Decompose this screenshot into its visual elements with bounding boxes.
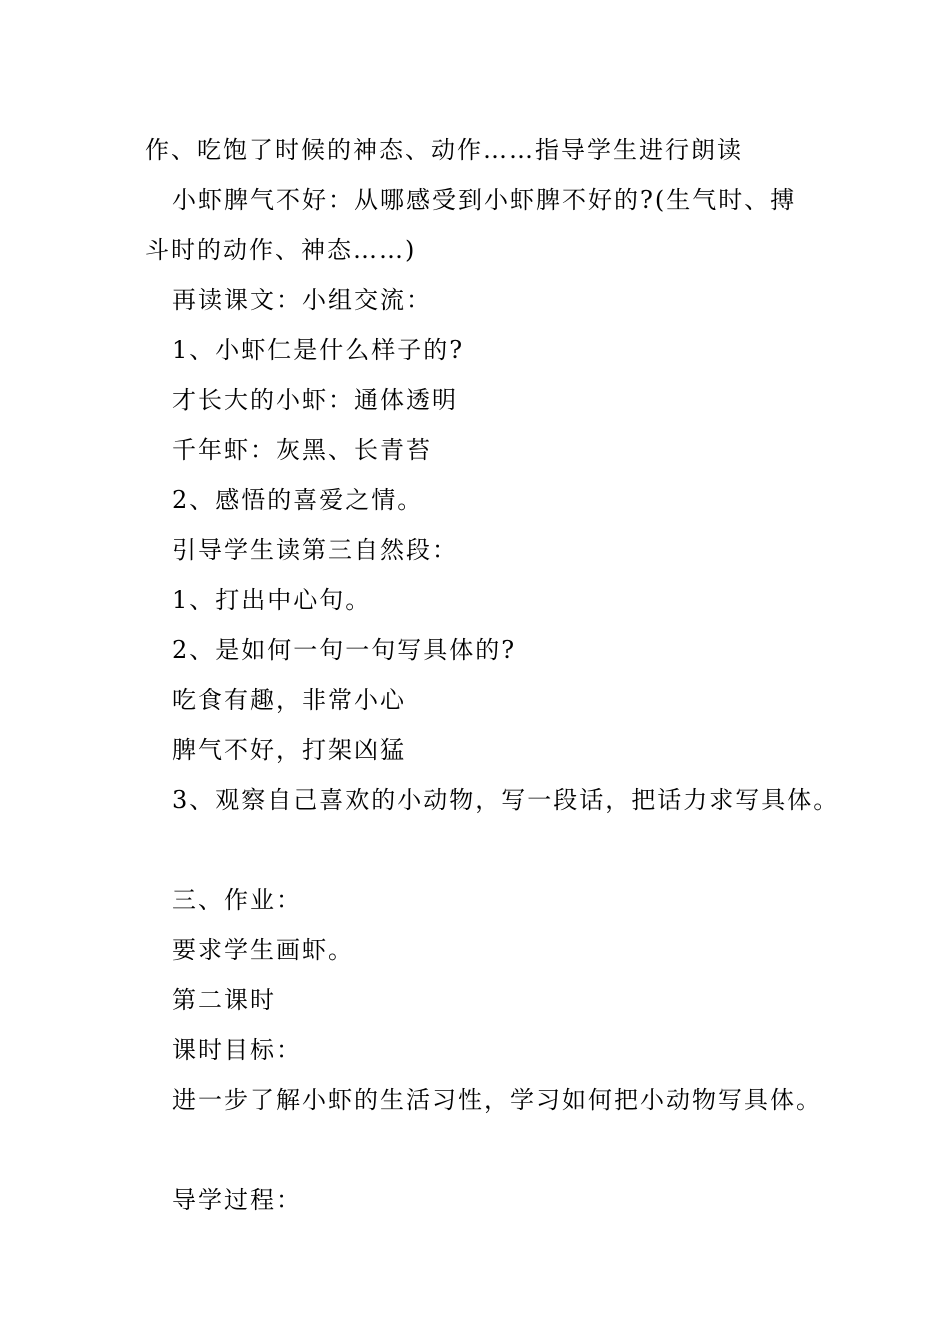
list-item: 3、观察自己喜欢的小动物，写一段话，把话力求写具体。 <box>172 786 840 814</box>
list-item: 1、打出中心句。 <box>172 586 372 614</box>
text-line: 进一步了解小虾的生活习性，学习如何把小动物写具体。 <box>172 1086 822 1114</box>
text-line: 小虾脾气不好：从哪感受到小虾脾不好的?(生气时、搏 <box>172 186 797 214</box>
section-heading: 三、作业： <box>172 886 302 914</box>
list-item: 1、小虾仁是什么样子的? <box>172 336 465 364</box>
list-item: 2、感悟的喜爱之情。 <box>172 486 424 514</box>
text-line: 再读课文：小组交流： <box>172 286 432 314</box>
text-line: 千年虾：灰黑、长青苔 <box>172 436 432 464</box>
text-line: 斗时的动作、神态……) <box>145 236 417 264</box>
text-line: 吃食有趣，非常小心 <box>172 686 406 714</box>
section-heading: 第二课时 <box>172 986 276 1014</box>
text-line: 才长大的小虾：通体透明 <box>172 386 458 414</box>
text-line: 课时目标： <box>172 1036 302 1064</box>
text-line: 作、吃饱了时候的神态、动作……指导学生进行朗读 <box>145 136 743 164</box>
text-line: 要求学生画虾。 <box>172 936 354 964</box>
text-line: 脾气不好，打架凶猛 <box>172 736 406 764</box>
text-line: 引导学生读第三自然段： <box>172 536 458 564</box>
section-heading: 导学过程： <box>172 1186 302 1214</box>
list-item: 2、是如何一句一句写具体的? <box>172 636 517 664</box>
